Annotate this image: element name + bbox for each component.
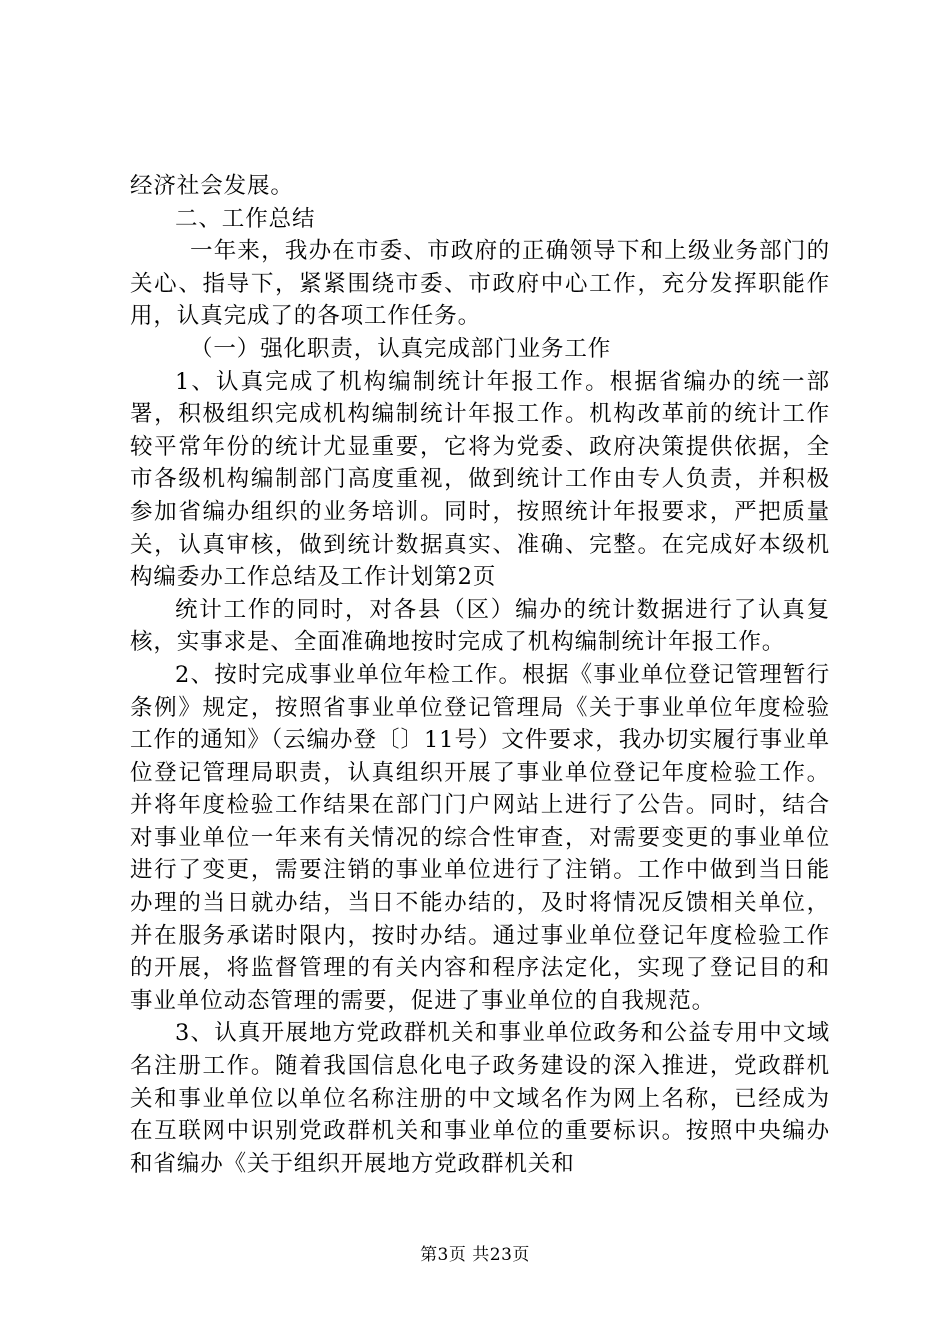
section-heading-work-summary: 二、工作总结 xyxy=(175,205,316,232)
page-number-footer: 第3页 共23页 xyxy=(420,1245,530,1265)
paragraph-1: 经济社会发展。 xyxy=(130,173,294,199)
subsection-heading-1: （一）强化职责，认真完成部门业务工作 xyxy=(190,335,612,362)
paragraph-item-1: 1、认真完成了机构编制统计年报工作。根据省编办的统一部署，积极组织完成机构编制统计年报工作。机构改革前的统计工作较平常年份的统计尤显重要，它将为党委、政府决策提供依据，全市各级机构编制部门高度重视，做到统计工作由专人负责，并积极参加省编办组织的业务培训。同时，按照统计年报要求，严把质量关，认真审核，做到统计数据真实、准确、完整。在完成好本级机构编委办工作总结及工作计划第2页 xyxy=(130,368,830,591)
paragraph-intro: 一年来，我办在市委、市政府的正确领导下和上级业务部门的关心、指导下，紧紧围绕市委、市政府中心工作，充分发挥职能作用，认真完成了的各项工作任务。 xyxy=(130,238,830,330)
paragraph-item-1-continued: 统计工作的同时，对各县（区）编办的统计数据进行了认真复核，实事求是、全面准确地按时完成了机构编制统计年报工作。 xyxy=(130,596,830,656)
paragraph-item-3: 3、认真开展地方党政群机关和事业单位政务和公益专用中文域名注册工作。随着我国信息化电子政务建设的深入推进，党政群机关和事业单位以单位名称注册的中文域名作为网上名称，已经成为在互联网中识别党政群机关和事业单位的重要标识。按照中央编办和省编办《关于组织开展地方党政群机关和 xyxy=(130,1020,830,1177)
paragraph-item-2: 2、按时完成事业单位年检工作。根据《事业单位登记管理暂行条例》规定，按照省事业单位登记管理局《关于事业单位年度检验工作的通知》（云编办登〔〕11号）文件要求，我办切实履行事业单位登记管理局职责，认真组织开展了事业单位登记年度检验工作。并将年度检验工作结果在部门门户网站上进行了公告。同时，结合对事业单位一年来有关情况的综合性审查，对需要变更的事业单位进行了变更，需要注销的事业单位进行了注销。工作中做到当日能办理的当日就办结，当日不能办结的，及时将情况反馈相关单位，并在服务承诺时限内，按时办结。通过事业单位登记年度检验工作的开展，将监督管理的有关内容和程序法定化，实现了登记目的和事业单位动态管理的需要，促进了事业单位的自我规范。 xyxy=(130,661,830,1014)
document-body xyxy=(130,170,830,1180)
